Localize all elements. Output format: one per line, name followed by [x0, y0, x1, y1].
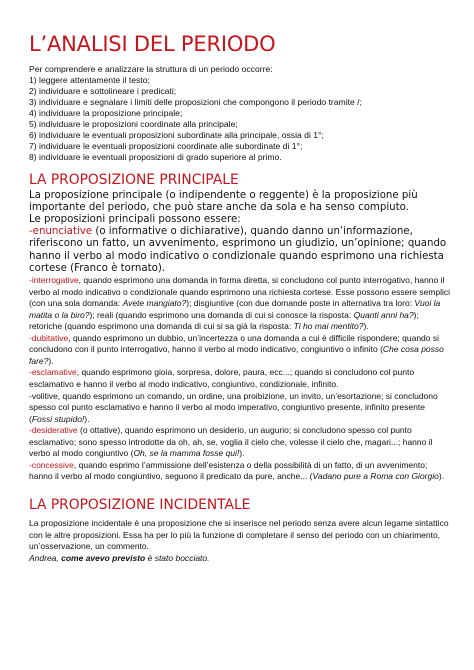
list-item: 6) individuare le eventuali proposizioni subordinate alla principale, ossia di 1°;	[29, 129, 324, 140]
interrogative-paragraph	[29, 275, 450, 333]
interrogative-text: , quando esprimono una domanda in forma diretta, si concludono col punto interrogativo, hanno il verbo al modo indicativo o condizionale quando esprimono una richiesta cortese. Esse possono essere semplici (con una sola domanda:	[29, 275, 450, 309]
list-item: 5) individuare le proposizioni coordinate alla principale;	[29, 119, 238, 130]
dubitative-text: , quando esprimono un dubbio, un’incertezza o una domanda a cui è difficile rispondere; quando si concludono con il punto interrogativo, hanno il verbo al modo indicativo, congiuntivo o infinito (	[29, 332, 440, 355]
esclamative-text: , quando esprimono gioia, sorpresa, dolore, paura, ecc...; quando si concludono col punto esclamativo e hanno il verbo al modo indicativo, congiuntivo, condizionale, infinito.	[29, 367, 415, 389]
page-title: L’ANALISI DEL PERIODO	[29, 32, 276, 56]
volitive-text: ).	[84, 413, 90, 424]
list-item: 2) individuare e sottolineare i predicati;	[29, 86, 177, 97]
volitive-paragraph	[29, 391, 450, 426]
enunciative-paragraph	[29, 226, 450, 275]
esclamative-term: -esclamative	[29, 367, 77, 378]
dubitative-term: -dubitative	[29, 332, 69, 343]
principale-definition: La proposizione principale (o indipendente o reggente) è la proposizione più importante del periodo, che può stare anche da sola e ha senso compiuto.	[29, 189, 418, 213]
enunciative-text: (o informative o dichiarative), quando danno un’informazione, riferiscono un fatto, un avvenimento, esprimono un giudizio, un’opinione; quando hanno il verbo al modo indicativo o condizionale quando esprimono una richiesta cortese (Franco è tornato).	[29, 226, 447, 274]
list-item: 3) individuare e segnalare i limiti delle proposizioni che compongono il periodo tramite /;	[29, 97, 362, 108]
dubitative-paragraph	[29, 333, 450, 368]
dubitative-text: ).	[48, 355, 54, 366]
example-text: Oh, se la mamma fosse qui!	[133, 448, 240, 459]
example-text: è stato bocciato.	[145, 552, 210, 563]
section-heading-principale: LA PROPOSIZIONE PRINCIPALE	[29, 171, 239, 188]
enunciative-term: -enunciative	[29, 226, 93, 238]
list-item: 7) individuare le eventuali proposizioni coordinate alle subordinate di 1°;	[29, 140, 303, 151]
list-item: 1) leggere attentamente il testo;	[29, 75, 150, 86]
desiderative-text: ).	[239, 448, 245, 459]
interrogative-text: ); reali (quando esprimono una domanda di cui si conosce la risposta:	[89, 309, 354, 320]
example-text: Avete mangiato?	[122, 298, 187, 309]
example-text: Fossi stupido!	[31, 413, 85, 424]
example-text: Quanti anni ha?	[353, 309, 414, 320]
volitive-text: -volitive, quando esprimono un comando, un ordine, una proibizione, un invito, un’esortazione; si concludono spesso col punto esclamativo e hanno il verbo al modo imperativo, congiuntivo presente, infinito presente (	[29, 390, 438, 424]
example-text: Andrea,	[29, 552, 62, 563]
list-item: 8) individuare le eventuali proposizioni di grado superiore al primo.	[29, 151, 282, 162]
example-text: Vuoi la matita o la biro?	[29, 298, 441, 320]
concessive-term: -concessive	[29, 459, 74, 470]
section-heading-incidentale: LA PROPOSIZIONE INCIDENTALE	[29, 496, 251, 513]
interrogative-text: ); disgiuntive (con due domande poste in alternativa tra loro:	[186, 298, 415, 309]
desiderative-text: (o ottative), quando esprimono un desiderio, un augurio; si concludono spesso col punto esclamativo; sono spesso introdotte da oh, ah, se, voglia il cielo che, volesse il cielo che, magari...; hanno il verbo al modo congiuntivo (	[29, 425, 433, 459]
esclamative-paragraph	[29, 367, 450, 390]
interrogative-text: ); retoriche (quando esprimono una domanda di cui si sa già la risposta:	[29, 309, 419, 332]
incidentale-definition: La proposizione incidentale è una proposizione che si inserisce nel periodo senza avere alcun legame sintattico con le altre proposizioni. Essa ha per lo più la funzione di completare il senso del periodo con un chiarimento, un’osservazione, un commento.	[29, 517, 449, 552]
interrogative-text: ).	[363, 321, 369, 332]
principale-types-intro: Le proposizioni principali possono essere:	[29, 214, 241, 226]
concessive-text: , quando esprimo l’ammissione dell’esistenza o della possibilità di un fatto, di un avvenimento; hanno il verbo al modo congiuntivo, seguono il predicato da pure, anche... (	[29, 459, 428, 482]
list-item: 4) individuare la proposizione principale;	[29, 108, 183, 119]
desiderative-paragraph	[29, 425, 450, 460]
example-text: Vadano pure a Roma con Giorgio	[312, 471, 439, 482]
desiderative-term: -desiderative	[29, 425, 78, 436]
steps-list	[29, 75, 450, 162]
example-text: Che cosa posso fare?	[29, 344, 444, 366]
interrogative-term: -interrogative	[29, 275, 79, 286]
incidentale-example	[29, 553, 450, 565]
intro-text: Per comprendere e analizzare la struttura di un periodo occorre:	[29, 64, 273, 74]
example-text: Ti ho mai mentito?	[293, 321, 364, 332]
concessive-text: ).	[438, 471, 445, 482]
example-highlight: come avevo previsto	[61, 552, 146, 563]
concessive-paragraph	[29, 460, 450, 483]
